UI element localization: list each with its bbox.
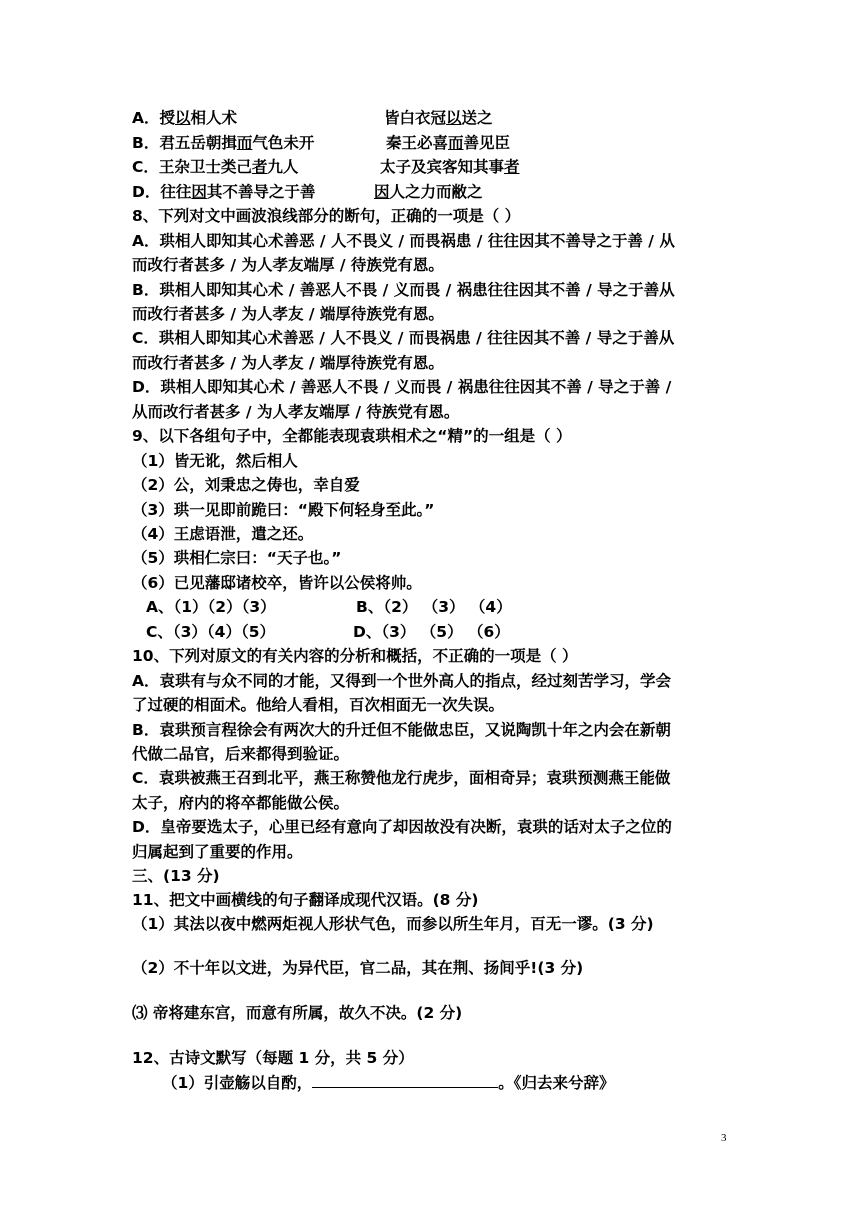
q9-item: （1）皆无讹，然后相人 xyxy=(132,452,298,470)
q8-line: D．珙相人即知其心术 / 善恶人不畏 / 义而畏 / 祸患往往因其不善 / 导之于善 / xyxy=(132,378,672,396)
q9-item: （2）公，刘秉忠之俦也，幸自爱 xyxy=(132,476,360,494)
q8-line: B．珙相人即知其心术 / 善恶人不畏 / 义而畏 / 祸患往往因其不善 / 导之于善从 xyxy=(132,281,675,299)
section-3-heading: 三、(13 分) xyxy=(132,867,220,885)
q7-option-b-pair: 秦王必喜而善见臣 xyxy=(386,134,511,152)
q11-sentence-3: ⑶ 帝将建东宫，而意有所属，故久不决。(2 分) xyxy=(132,1004,463,1022)
q9-item: （5）珙相仁宗曰：“天子也。” xyxy=(132,549,342,567)
q10-line: 代做二品官，后来都得到验证。 xyxy=(132,745,350,763)
q10-line: 太子，府内的将卒都能做公侯。 xyxy=(132,794,350,812)
q11-sentence-2: （2）不十年以文进，为异代臣，官二品，其在荆、扬间乎!(3 分) xyxy=(132,959,584,977)
q8-line: 而改行者甚多 / 为人孝友端厚 / 待族党有恩。 xyxy=(132,256,444,274)
q8-line: A．珙相人即知其心术善恶 / 人不畏义 / 而畏祸患 / 往往因其不善导之于善 / 从 xyxy=(132,232,675,250)
answer-blank[interactable] xyxy=(312,1073,498,1088)
q8-line: 而改行者甚多 / 为人孝友 / 端厚待族党有恩。 xyxy=(132,305,444,323)
q9-option-b: B、（2） （3） （4） xyxy=(356,598,512,616)
q10-line: C．袁珙被燕王召到北平，燕王称赞他龙行虎步，面相奇异；袁珙预测燕王能做 xyxy=(132,769,671,787)
q9-item: （6）已见藩邸诸校卒，皆许以公侯将帅。 xyxy=(132,574,422,592)
q7-option-c-pair: 太子及宾客知其事者 xyxy=(380,158,520,176)
q10-line: 归属起到了重要的作用。 xyxy=(132,843,303,861)
q10-line: B．袁珙预言程徐会有两次大的升迁但不能做忠臣，又说陶凯十年之内会在新朝 xyxy=(132,721,671,739)
q7-option-a-pair: 皆白衣冠以送之 xyxy=(384,109,493,127)
q7-option-c: C．王杂卫士类己者九人 xyxy=(132,158,299,176)
q9-item: （4）王虑语泄，遣之还。 xyxy=(132,525,314,543)
q9-item: （3）珙一见即前跪曰：“殿下何轻身至此。” xyxy=(132,501,435,519)
q9-option-a: A、（1）（2）（3） xyxy=(146,598,276,616)
page-number: 3 xyxy=(721,1132,727,1144)
q11-sentence-1: （1）其法以夜中燃两炬视人形状气色，而参以所生年月，百无一谬。(3 分) xyxy=(132,915,654,933)
q7-option-d: D．往往因其不善导之于善 xyxy=(132,183,316,201)
q9-stem: 9、以下各组句子中，全都能表现袁珙相术之“精”的一组是（ ） xyxy=(132,427,572,445)
q10-stem: 10、下列对原文的有关内容的分析和概括，不正确的一项是（ ） xyxy=(132,647,578,665)
q10-line: 了过硬的相面术。他给人看相，百次相面无一次失误。 xyxy=(132,696,505,714)
q12-stem: 12、古诗文默写（每题 1 分，共 5 分） xyxy=(132,1049,414,1067)
q8-stem: 8、下列对文中画波浪线部分的断句，正确的一项是（ ） xyxy=(132,207,521,225)
q8-line: 从而改行者甚多 / 为人孝友端厚 / 待族党有恩。 xyxy=(132,403,460,421)
q8-line: 而改行者甚多 / 为人孝友 / 端厚待族党有恩。 xyxy=(132,354,444,372)
q12-item-1: （1）引壶觞以自酌， 。《归去来兮辞》 xyxy=(162,1074,615,1092)
q9-option-c: C、（3）（4）（5） xyxy=(146,623,275,641)
q7-option-d-pair: 因人之力而敝之 xyxy=(374,183,483,201)
q7-option-a: A．授以相人术 xyxy=(132,109,238,127)
q7-option-b: B．君五岳朝揖而气色未开 xyxy=(132,134,315,152)
q8-line: C．珙相人即知其心术善恶 / 人不畏义 / 而畏祸患 / 往往因其不善 / 导之于善从 xyxy=(132,329,675,347)
q10-line: A．袁珙有与众不同的才能，又得到一个世外高人的指点，经过刻苦学习，学会 xyxy=(132,672,671,690)
q11-stem: 11、把文中画横线的句子翻译成现代汉语。(8 分) xyxy=(132,891,479,909)
q9-option-d: D、（3） （5） （6） xyxy=(353,623,510,641)
q10-line: D．皇帝要选太子，心里已经有意向了却因故没有决断，袁珙的话对太子之位的 xyxy=(132,818,672,836)
